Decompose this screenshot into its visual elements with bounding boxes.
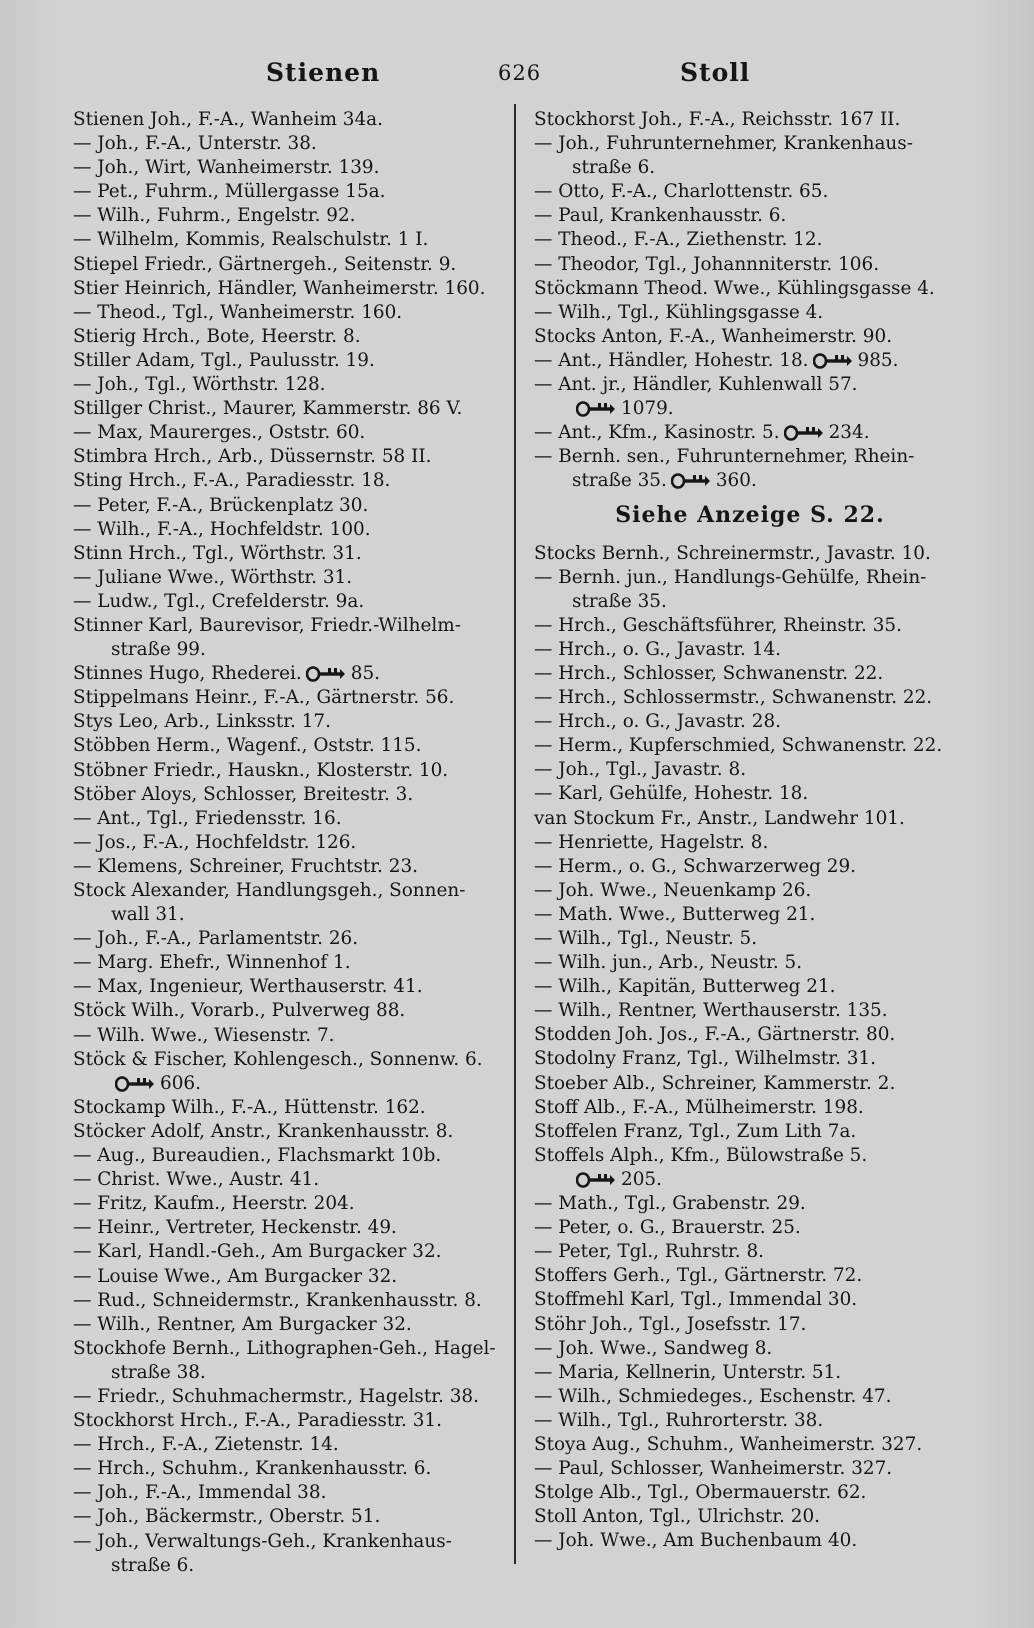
entry-text: Stierig Hrch., Bote, Heerstr. 8.: [73, 325, 361, 347]
entry-text: — Herm., Kupferschmied, Schwanenstr. 22.: [534, 735, 943, 757]
left-column: [73, 108, 503, 1578]
entry-text: Stodden Joh. Jos., F.-A., Gärtnerstr. 80.: [534, 1024, 896, 1046]
directory-entry: [73, 614, 503, 662]
entry-text: Stoffels Alph., Kfm., Bülowstraße 5.: [534, 1144, 868, 1166]
directory-entry: [73, 807, 503, 831]
telephone-number: 1079.: [621, 398, 674, 420]
directory-entry: [534, 1288, 966, 1312]
continuation-text: straße 38.: [111, 1361, 206, 1383]
entry-text: — Paul, Schlosser, Wanheimerstr. 327.: [534, 1458, 893, 1480]
directory-entry: [534, 710, 966, 734]
entry-text: Stoffmehl Karl, Tgl., Immendal 30.: [534, 1289, 858, 1311]
entry-text: — Max, Ingenieur, Werthauserstr. 41.: [73, 976, 423, 998]
entry-continuation: [534, 1168, 966, 1192]
directory-entry: [534, 566, 966, 614]
entry-text: — Ant., Händler, Hohestr. 18.: [534, 349, 809, 371]
directory-entry: [73, 1481, 503, 1505]
directory-entry: [534, 1072, 966, 1096]
entry-continuation: [73, 903, 503, 927]
directory-entry: [534, 1505, 966, 1529]
directory-entry: [73, 710, 503, 734]
directory-entry: [73, 228, 503, 252]
directory-entry: [534, 1313, 966, 1337]
directory-entry: [534, 1216, 966, 1240]
directory-entry: [73, 1192, 503, 1216]
entry-text: — Friedr., Schuhmachermstr., Hagelstr. 38.: [73, 1385, 479, 1407]
directory-entry: [73, 108, 503, 132]
directory-entry: [534, 301, 966, 325]
entry-text: Stoffers Gerh., Tgl., Gärtnerstr. 72.: [534, 1265, 863, 1287]
entry-text: Stippelmans Heinr., F.-A., Gärtnerstr. 56.: [73, 687, 455, 709]
entry-text: — Math., Tgl., Grabenstr. 29.: [534, 1193, 806, 1215]
entry-text: — Ant. jr., Händler, Kuhlenwall 57.: [534, 374, 858, 396]
entry-text: — Joh., Verwaltungs-Geh., Krankenhaus-: [73, 1530, 452, 1552]
directory-entry: [534, 1192, 966, 1216]
directory-entry: [73, 1457, 503, 1481]
continuation-text: wall 31.: [111, 904, 185, 926]
directory-entry: [73, 494, 503, 518]
entry-text: Stolge Alb., Tgl., Obermauerstr. 62.: [534, 1482, 867, 1504]
entry-text: — Hrch., o. G., Javastr. 28.: [534, 711, 781, 733]
directory-entry: [534, 132, 966, 180]
entry-text: van Stockum Fr., Anstr., Landwehr 101.: [534, 807, 905, 829]
directory-entry: [73, 301, 503, 325]
entry-text: — Klemens, Schreiner, Fruchtstr. 23.: [73, 855, 418, 877]
continuation-text: straße 35.: [572, 470, 667, 492]
directory-entry: [73, 1409, 503, 1433]
entry-text: — Wilh. Wwe., Wiesenstr. 7.: [73, 1024, 335, 1046]
directory-entry: [534, 734, 966, 758]
column-divider: [514, 104, 516, 1564]
directory-entry: [534, 758, 966, 782]
telephone-key-icon: [784, 425, 824, 441]
entry-text: — Hrch., Geschäftsführer, Rheinstr. 35.: [534, 614, 902, 636]
directory-entry: [534, 1144, 966, 1192]
directory-entry: [534, 614, 966, 638]
entry-text: — Herm., o. G., Schwarzerweg 29.: [534, 855, 857, 877]
entry-text: Stockamp Wilh., F.-A., Hüttenstr. 162.: [73, 1096, 426, 1118]
entry-continuation: [534, 397, 966, 421]
directory-entry: [534, 855, 966, 879]
entry-text: Stinnes Hugo, Rhederei.: [73, 663, 302, 685]
entry-text: Stockhofe Bernh., Lithographen-Geh., Hagel-: [73, 1337, 496, 1359]
entry-text: — Theod., Tgl., Wanheimerstr. 160.: [73, 301, 403, 323]
directory-entry: [73, 1313, 503, 1337]
entry-text: Stimbra Hrch., Arb., Düssernstr. 58 II.: [73, 446, 432, 468]
entry-text: Stöcker Adolf, Anstr., Krankenhausstr. 8.: [73, 1120, 454, 1142]
directory-entry: [73, 518, 503, 542]
directory-entry: [73, 397, 503, 421]
directory-entry: [534, 1096, 966, 1120]
entry-text: — Ludw., Tgl., Crefelderstr. 9a.: [73, 590, 365, 612]
directory-entry: [534, 277, 966, 301]
entry-text: Stocks Bernh., Schreinermstr., Javastr. 10.: [534, 542, 931, 564]
entry-text: — Aug., Bureaudien., Flachsmarkt 10b.: [73, 1145, 442, 1167]
directory-entry: [73, 445, 503, 469]
entry-text: — Joh., F.-A., Unterstr. 38.: [73, 133, 317, 155]
telephone-key-icon: [576, 1172, 616, 1188]
running-head-right: Stoll: [680, 58, 751, 87]
telephone-key-icon: [813, 353, 853, 369]
entry-continuation: [73, 1072, 503, 1096]
right-column: [534, 108, 966, 1553]
entry-text: — Joh., F.-A., Immendal 38.: [73, 1482, 327, 1504]
entry-text: Stocks Anton, F.-A., Wanheimerstr. 90.: [534, 325, 893, 347]
entry-text: Stiepel Friedr., Gärtnergeh., Seitenstr. 9.: [73, 253, 457, 275]
entry-text: Stoll Anton, Tgl., Ulrichstr. 20.: [534, 1506, 820, 1528]
entry-text: — Hrch., F.-A., Zietenstr. 14.: [73, 1434, 339, 1456]
entry-text: Stier Heinrich, Händler, Wanheimerstr. 160.: [73, 277, 486, 299]
directory-entry: [73, 1385, 503, 1409]
telephone-key-icon: [306, 666, 346, 682]
directory-entry: [73, 975, 503, 999]
directory-entry: [73, 951, 503, 975]
directory-entry: [73, 180, 503, 204]
directory-entry: [73, 349, 503, 373]
entry-text: — Wilhelm, Kommis, Realschulstr. 1 I.: [73, 229, 429, 251]
directory-entry: [534, 879, 966, 903]
entry-text: — Joh. Wwe., Neuenkamp 26.: [534, 879, 812, 901]
entry-text: — Wilh., Fuhrm., Engelstr. 92.: [73, 205, 356, 227]
directory-entry: [73, 686, 503, 710]
directory-entry: [73, 759, 503, 783]
directory-entry: [73, 999, 503, 1023]
directory-entry: [73, 1048, 503, 1096]
directory-entry: [73, 662, 503, 686]
directory-entry: [534, 1409, 966, 1433]
directory-entry: [73, 734, 503, 758]
entry-text: Stockhorst Joh., F.-A., Reichsstr. 167 II.: [534, 109, 901, 130]
entry-text: Stoeber Alb., Schreiner, Kammerstr. 2.: [534, 1072, 896, 1094]
entry-text: — Wilh. jun., Arb., Neustr. 5.: [534, 952, 803, 974]
entry-text: — Wilh., F.-A., Hochfeldstr. 100.: [73, 518, 371, 540]
directory-entry: [534, 999, 966, 1023]
directory-entry: [534, 1264, 966, 1288]
directory-entry: [73, 590, 503, 614]
directory-entry: [73, 831, 503, 855]
directory-entry: [73, 132, 503, 156]
directory-entry: [73, 783, 503, 807]
directory-entry: [534, 782, 966, 806]
entry-text: — Joh., Bäckermstr., Oberstr. 51.: [73, 1506, 381, 1528]
entry-text: — Wilh., Tgl., Kühlingsgasse 4.: [534, 301, 824, 323]
entry-text: — Henriette, Hagelstr. 8.: [534, 831, 769, 853]
telephone-key-icon: [576, 401, 616, 417]
entry-text: Sting Hrch., F.-A., Paradiesstr. 18.: [73, 470, 391, 492]
continuation-text: straße 35.: [572, 590, 667, 612]
directory-entry: [534, 903, 966, 927]
directory-entry: [534, 1433, 966, 1457]
directory-entry: [534, 228, 966, 252]
directory-entry: [534, 373, 966, 421]
directory-entry: [73, 373, 503, 397]
directory-entry: [534, 180, 966, 204]
right-column-bottom: [534, 542, 966, 1554]
entry-text: — Otto, F.-A., Charlottenstr. 65.: [534, 181, 829, 203]
entry-text: — Bernh. sen., Fuhrunternehmer, Rhein-: [534, 446, 915, 468]
directory-entry: [73, 1505, 503, 1529]
directory-entry: [73, 156, 503, 180]
entry-text: — Hrch., Schuhm., Krankenhausstr. 6.: [73, 1458, 432, 1480]
telephone-number: 360.: [715, 470, 757, 492]
entry-text: — Wilh., Schmiedeges., Eschenstr. 47.: [534, 1385, 892, 1407]
entry-text: Stöckmann Theod. Wwe., Kühlingsgasse 4.: [534, 277, 935, 299]
advertisement-notice: Siehe Anzeige S. 22.: [615, 501, 885, 528]
directory-entry: [534, 325, 966, 349]
directory-entry: [534, 1457, 966, 1481]
directory-entry: [534, 1385, 966, 1409]
entry-text: Stöbner Friedr., Hauskn., Klosterstr. 10.: [73, 759, 449, 781]
entry-text: Stillger Christ., Maurer, Kammerstr. 86 V.: [73, 398, 463, 420]
entry-continuation: [534, 156, 966, 180]
directory-entry: [534, 975, 966, 999]
telephone-key-icon: [671, 473, 711, 489]
directory-entry: [73, 1433, 503, 1457]
directory-entry: [73, 542, 503, 566]
entry-text: Stoffelen Franz, Tgl., Zum Lith 7a.: [534, 1120, 857, 1142]
entry-text: — Christ. Wwe., Austr. 41.: [73, 1169, 320, 1191]
directory-entry: [73, 1337, 503, 1385]
entry-text: — Wilh., Tgl., Ruhrorterstr. 38.: [534, 1409, 824, 1431]
telephone-number: 234.: [828, 422, 870, 444]
directory-entry: [534, 445, 966, 493]
page-number: 626: [498, 61, 542, 85]
entry-text: — Max, Maurerges., Oststr. 60.: [73, 422, 366, 444]
directory-entry: [73, 1289, 503, 1313]
directory-entry: [534, 1361, 966, 1385]
entry-continuation: [73, 638, 503, 662]
continuation-text: straße 99.: [111, 639, 206, 661]
entry-continuation: [534, 590, 966, 614]
entry-continuation: [534, 469, 966, 493]
entry-text: Stinn Hrch., Tgl., Wörthstr. 31.: [73, 542, 362, 564]
entry-text: Stinner Karl, Baurevisor, Friedr.-Wilhelm-: [73, 614, 461, 636]
entry-text: Stys Leo, Arb., Linksstr. 17.: [73, 711, 331, 733]
continuation-text: straße 6.: [111, 1554, 195, 1576]
entry-text: — Wilh., Tgl., Neustr. 5.: [534, 928, 758, 949]
entry-text: — Peter, o. G., Brauerstr. 25.: [534, 1217, 801, 1239]
telephone-number: 85.: [350, 663, 381, 685]
telephone-number: 985.: [857, 349, 899, 371]
directory-entry: [73, 1240, 503, 1264]
directory-entry: [534, 204, 966, 228]
entry-text: — Joh., Wirt, Wanheimerstr. 139.: [73, 157, 380, 179]
entry-text: — Rud., Schneidermstr., Krankenhausstr. 8.: [73, 1289, 482, 1311]
directory-entry: [73, 1168, 503, 1192]
directory-entry: [73, 325, 503, 349]
directory-entry: [534, 927, 966, 951]
directory-entry: [73, 1144, 503, 1168]
entry-text: — Marg. Ehefr., Winnenhof 1.: [73, 952, 351, 974]
entry-text: Stiller Adam, Tgl., Paulusstr. 19.: [73, 349, 375, 371]
entry-text: — Juliane Wwe., Wörthstr. 31.: [73, 566, 353, 588]
entry-text: Stienen Joh., F.-A., Wanheim 34a.: [73, 109, 383, 130]
entry-text: — Theodor, Tgl., Johannniterstr. 106.: [534, 253, 880, 275]
entry-text: — Joh., Tgl., Wörthstr. 128.: [73, 374, 326, 396]
entry-text: — Bernh. jun., Handlungs-Gehülfe, Rhein-: [534, 566, 927, 588]
directory-entry: [73, 1120, 503, 1144]
directory-entry: [534, 638, 966, 662]
running-head-left: Stienen: [266, 58, 381, 87]
directory-entry: [534, 1023, 966, 1047]
entry-text: — Joh., Tgl., Javastr. 8.: [534, 759, 747, 781]
entry-text: Stöck & Fischer, Kohlengesch., Sonnenw. 6.: [73, 1048, 483, 1070]
directory-entry: [73, 1530, 503, 1578]
directory-entry: [534, 662, 966, 686]
directory-entry: [73, 855, 503, 879]
entry-text: — Fritz, Kaufm., Heerstr. 204.: [73, 1193, 355, 1215]
entry-text: — Joh., Fuhrunternehmer, Krankenhaus-: [534, 133, 913, 155]
telephone-number: 205.: [621, 1168, 662, 1190]
directory-entry: [534, 1120, 966, 1144]
entry-text: — Karl, Handl.-Geh., Am Burgacker 32.: [73, 1241, 442, 1263]
entry-text: — Heinr., Vertreter, Heckenstr. 49.: [73, 1217, 397, 1239]
directory-entry: [73, 421, 503, 445]
entry-continuation: [73, 1554, 503, 1578]
entry-text: — Paul, Krankenhausstr. 6.: [534, 205, 787, 227]
directory-entry: [534, 542, 966, 566]
entry-text: — Peter, F.-A., Brückenplatz 30.: [73, 494, 369, 516]
directory-entry: [534, 1047, 966, 1071]
entry-text: Stoya Aug., Schuhm., Wanheimerstr. 327.: [534, 1433, 923, 1455]
entry-text: Stoff Alb., F.-A., Mülheimerstr. 198.: [534, 1096, 864, 1118]
right-column-top: [534, 108, 966, 494]
entry-text: — Karl, Gehülfe, Hohestr. 18.: [534, 783, 809, 805]
directory-entry: [73, 927, 503, 951]
directory-entry: [73, 253, 503, 277]
entry-text: — Theod., F.-A., Ziethenstr. 12.: [534, 229, 823, 251]
entry-text: — Louise Wwe., Am Burgacker 32.: [73, 1265, 398, 1287]
directory-entry: [73, 1216, 503, 1240]
directory-entry: [73, 1096, 503, 1120]
directory-entry: [73, 277, 503, 301]
entry-text: — Wilh., Rentner, Am Burgacker 32.: [73, 1313, 412, 1335]
entry-text: — Wilh., Kapitän, Butterweg 21.: [534, 976, 836, 998]
entry-text: — Joh., F.-A., Parlamentstr. 26.: [73, 928, 359, 950]
directory-entry: [73, 204, 503, 228]
entry-text: Stöhr Joh., Tgl., Josefsstr. 17.: [534, 1313, 807, 1335]
directory-entry: [534, 807, 966, 831]
entry-text: Stockhorst Hrch., F.-A., Paradiesstr. 31.: [73, 1410, 442, 1432]
directory-entry: [73, 1265, 503, 1289]
directory-entry: [534, 253, 966, 277]
directory-entry: [534, 349, 966, 373]
directory-entry: [534, 951, 966, 975]
entry-text: — Jos., F.-A., Hochfeldstr. 126.: [73, 831, 357, 853]
entry-text: — Peter, Tgl., Ruhrstr. 8.: [534, 1241, 765, 1263]
entry-text: — Hrch., Schlossermstr., Schwanenstr. 22.: [534, 687, 933, 709]
entry-text: — Math. Wwe., Butterweg 21.: [534, 903, 816, 925]
directory-entry: [73, 566, 503, 590]
entry-text: Stöber Aloys, Schlosser, Breitestr. 3.: [73, 783, 414, 805]
telephone-number: 606.: [160, 1072, 201, 1094]
telephone-key-icon: [115, 1076, 155, 1092]
entry-text: Stock Alexander, Handlungsgeh., Sonnen-: [73, 880, 466, 901]
entry-text: — Maria, Kellnerin, Unterstr. 51.: [534, 1361, 842, 1383]
directory-entry: [534, 421, 966, 445]
directory-entry: [534, 1529, 966, 1553]
directory-entry: [534, 1337, 966, 1361]
continuation-text: straße 6.: [572, 157, 656, 179]
entry-text: — Wilh., Rentner, Werthauserstr. 135.: [534, 1000, 888, 1022]
directory-entry: [534, 1240, 966, 1264]
entry-text: — Joh. Wwe., Sandweg 8.: [534, 1337, 773, 1359]
directory-entry: [73, 879, 503, 927]
directory-entry: [73, 1024, 503, 1048]
entry-text: — Ant., Kfm., Kasinostr. 5.: [534, 422, 780, 444]
entry-text: — Joh. Wwe., Am Buchenbaum 40.: [534, 1530, 858, 1552]
directory-entry: [534, 108, 966, 132]
entry-text: Stöbben Herm., Wagenf., Oststr. 115.: [73, 735, 422, 757]
directory-entry: [534, 686, 966, 710]
entry-continuation: [73, 1361, 503, 1385]
entry-text: — Hrch., Schlosser, Schwanenstr. 22.: [534, 662, 884, 684]
entry-text: — Ant., Tgl., Friedensstr. 16.: [73, 807, 342, 829]
directory-entry: [534, 1481, 966, 1505]
directory-entry: [534, 831, 966, 855]
directory-entry: [73, 469, 503, 493]
entry-text: — Hrch., o. G., Javastr. 14.: [534, 638, 781, 660]
entry-text: Stöck Wilh., Vorarb., Pulverweg 88.: [73, 1000, 406, 1022]
entry-text: — Pet., Fuhrm., Müllergasse 15a.: [73, 181, 386, 203]
entry-text: Stodolny Franz, Tgl., Wilhelmstr. 31.: [534, 1048, 876, 1070]
